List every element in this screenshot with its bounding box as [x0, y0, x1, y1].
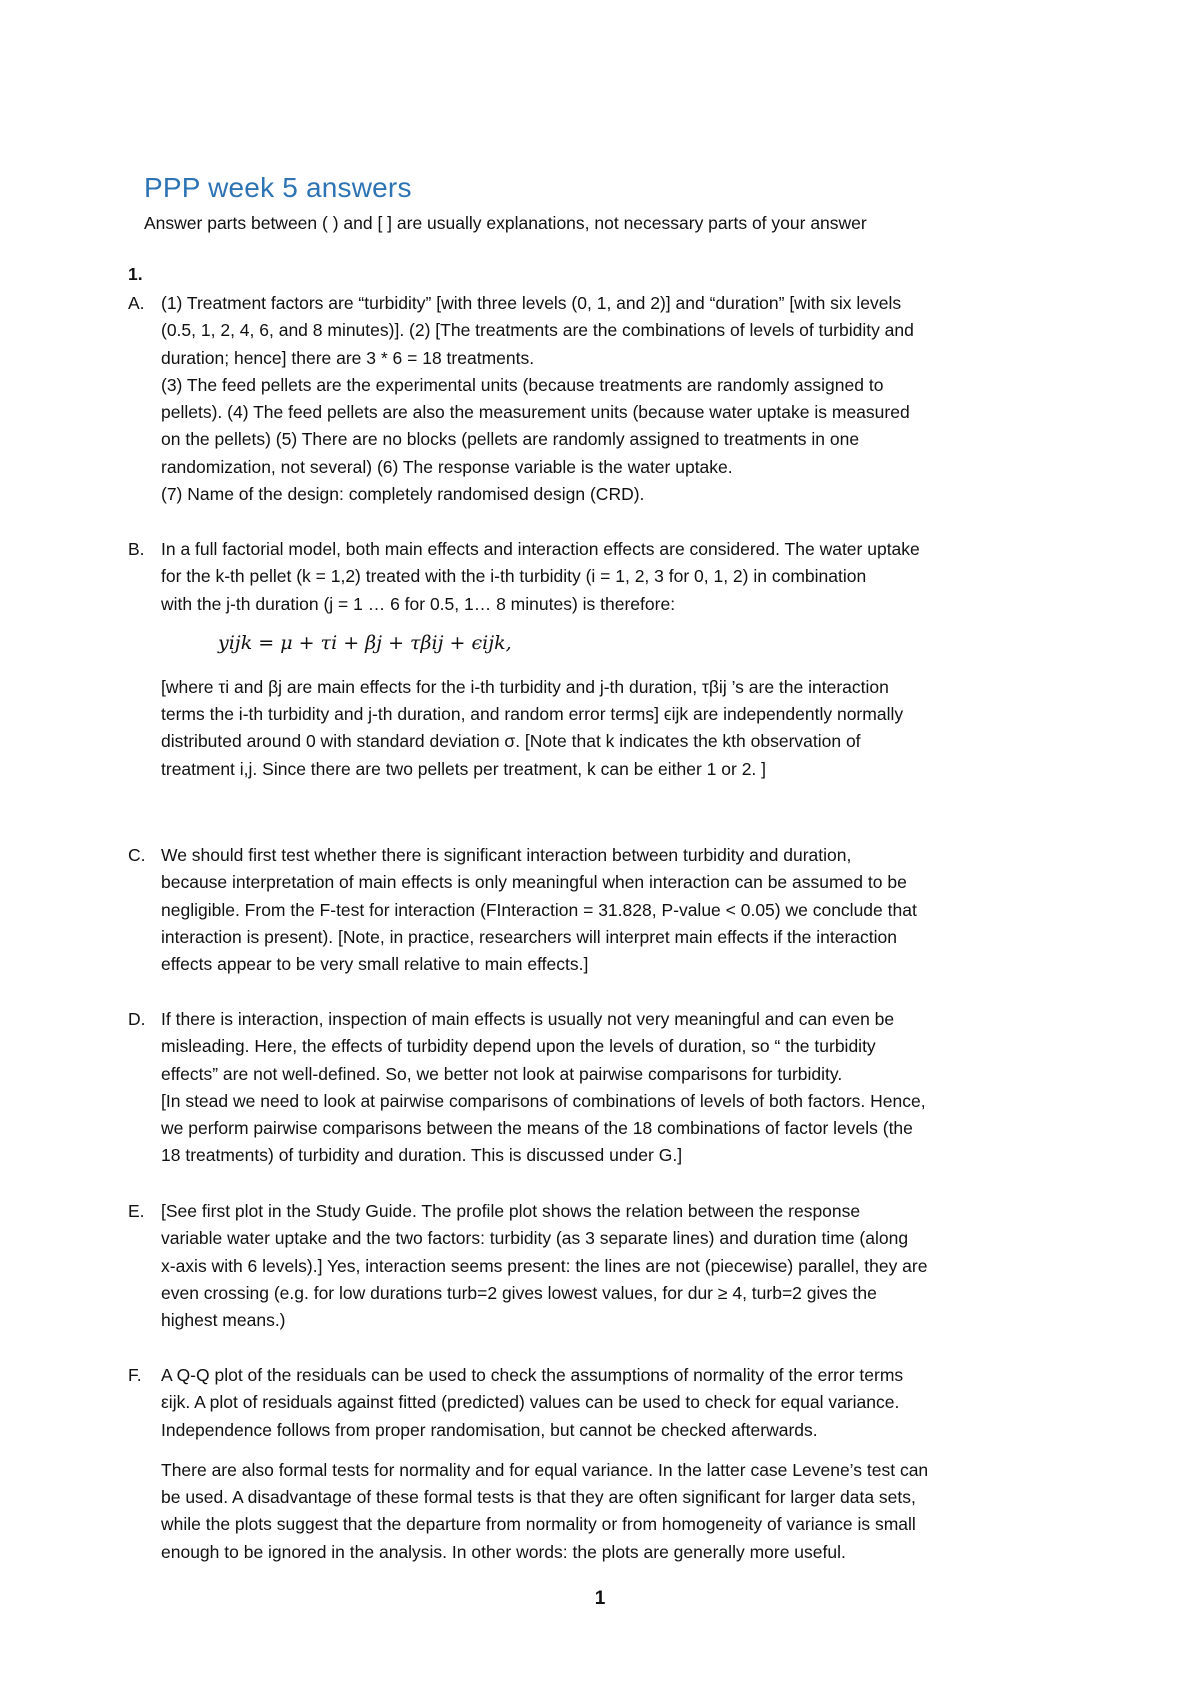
section-body	[161, 1198, 1069, 1334]
text-line: enough to be ignored in the analysis. In other words: the plots are generally more useful.	[161, 1541, 846, 1562]
text-line: [In stead we need to look at pairwise comparisons of combinations of levels of both factors. Hence,	[161, 1090, 926, 1111]
text-line: negligible. From the F-test for interaction (FInteraction = 31.828, P-value < 0.05) we conclude that	[161, 899, 917, 920]
text-line: x-axis with 6 levels).] Yes, interaction seems present: the lines are not (piecewise) parallel, they are	[161, 1255, 928, 1276]
text-line: while the plots suggest that the departure from normality or from homogeneity of variance is small	[161, 1514, 916, 1535]
question-number: 1.	[128, 264, 143, 284]
section-body	[161, 290, 1069, 508]
text-line: interaction is present). [Note, in practice, researchers will interpret main effects if the interaction	[161, 926, 897, 947]
text-line: (3) The feed pellets are the experimental units (because treatments are randomly assigned to	[161, 374, 884, 395]
section-body	[161, 536, 1069, 783]
text-line: (0.5, 1, 2, 4, 6, and 8 minutes)]. (2) [The treatments are the combinations of levels of turbidity and	[161, 320, 914, 341]
text-line: because interpretation of main effects is only meaningful when interaction can be assumed to be	[161, 872, 907, 893]
section-label: B.	[128, 539, 145, 559]
section-body	[161, 842, 1069, 978]
text-line: randomization, not several) (6) The response variable is the water uptake.	[161, 456, 733, 477]
text-line: εijk. A plot of residuals against fitted (predicted) values can be used to check for equal variance.	[161, 1392, 900, 1413]
text-line: Independence follows from proper randomisation, but cannot be checked afterwards.	[161, 1419, 818, 1440]
text-line: There are also formal tests for normality and for equal variance. In the latter case Levene’s test can	[161, 1459, 929, 1480]
text-line: terms the i-th turbidity and j-th duration, and random error terms] ϵijk are independently normally	[161, 704, 904, 725]
text-line: We should first test whether there is significant interaction between turbidity and duration,	[161, 845, 852, 865]
page-number: 1	[594, 1588, 606, 1609]
text-line: duration; hence] there are 3 * 6 = 18 treatments.	[161, 347, 535, 368]
section-label: C.	[128, 845, 146, 865]
paragraph-gap	[161, 1444, 1069, 1457]
text-line: be used. A disadvantage of these formal tests is that they are often significant for larger data sets,	[161, 1487, 916, 1508]
model-formula: yijk = μ + τi + βj + τβij + ϵijk,	[218, 631, 512, 654]
text-line: on the pellets) (5) There are no blocks (pellets are randomly assigned to treatments in one	[161, 429, 860, 450]
section-body	[161, 1006, 1069, 1170]
text-line: variable water uptake and the two factors: turbidity (as 3 separate lines) and duration time (along	[161, 1228, 909, 1249]
section-label: A.	[128, 293, 145, 313]
page-subtitle: Answer parts between ( ) and [ ] are usually explanations, not necessary parts of your answer	[144, 213, 867, 233]
text-line: highest means.)	[161, 1310, 286, 1331]
section-label: D.	[128, 1009, 146, 1029]
text-line: 18 treatments) of turbidity and duration. This is discussed under G.]	[161, 1145, 683, 1166]
text-line: [where τi and βj are main effects for the i-th turbidity and j-th duration, τβij ’s are the interaction	[161, 676, 889, 697]
text-line: for the k-th pellet (k = 1,2) treated with the i-th turbidity (i = 1, 2, 3 for 0, 1, 2) in combination	[161, 566, 867, 587]
text-line: effects appear to be very small relative to main effects.]	[161, 954, 589, 975]
text-line: In a full factorial model, both main effects and interaction effects are considered. The water uptake	[161, 539, 920, 559]
text-line: we perform pairwise comparisons between the means of the 18 combinations of factor levels (the	[161, 1118, 913, 1139]
text-line: [See first plot in the Study Guide. The profile plot shows the relation between the response	[161, 1201, 861, 1221]
text-line: pellets). (4) The feed pellets are also the measurement units (because water uptake is measured	[161, 402, 910, 423]
text-line: (1) Treatment factors are “turbidity” [with three levels (0, 1, and 2)] and “duration” [with six levels	[161, 293, 902, 313]
page-title: PPP week 5 answers	[144, 172, 412, 203]
text-line: distributed around 0 with standard deviation σ. [Note that k indicates the kth observation of	[161, 731, 861, 752]
text-line: misleading. Here, the effects of turbidity depend upon the levels of duration, so “ the turbidity	[161, 1036, 876, 1057]
text-line: (7) Name of the design: completely randomised design (CRD).	[161, 484, 645, 505]
text-line: effects” are not well-defined. So, we better not look at pairwise comparisons for turbidity.	[161, 1063, 843, 1084]
text-line: with the j-th duration (j = 1 … 6 for 0.5, 1… 8 minutes) is therefore:	[161, 593, 676, 614]
text-line: A Q-Q plot of the residuals can be used to check the assumptions of normality of the error terms	[161, 1365, 904, 1385]
text-line: even crossing (e.g. for low durations turb=2 gives lowest values, for dur ≥ 4, turb=2 gives the	[161, 1282, 877, 1303]
text-line: treatment i,j. Since there are two pellets per treatment, k can be either 1 or 2. ]	[161, 758, 767, 779]
section-label: F.	[128, 1365, 142, 1385]
text-line: If there is interaction, inspection of main effects is usually not very meaningful and can even be	[161, 1009, 895, 1029]
section-label: E.	[128, 1201, 145, 1221]
section-body	[161, 1362, 1069, 1566]
